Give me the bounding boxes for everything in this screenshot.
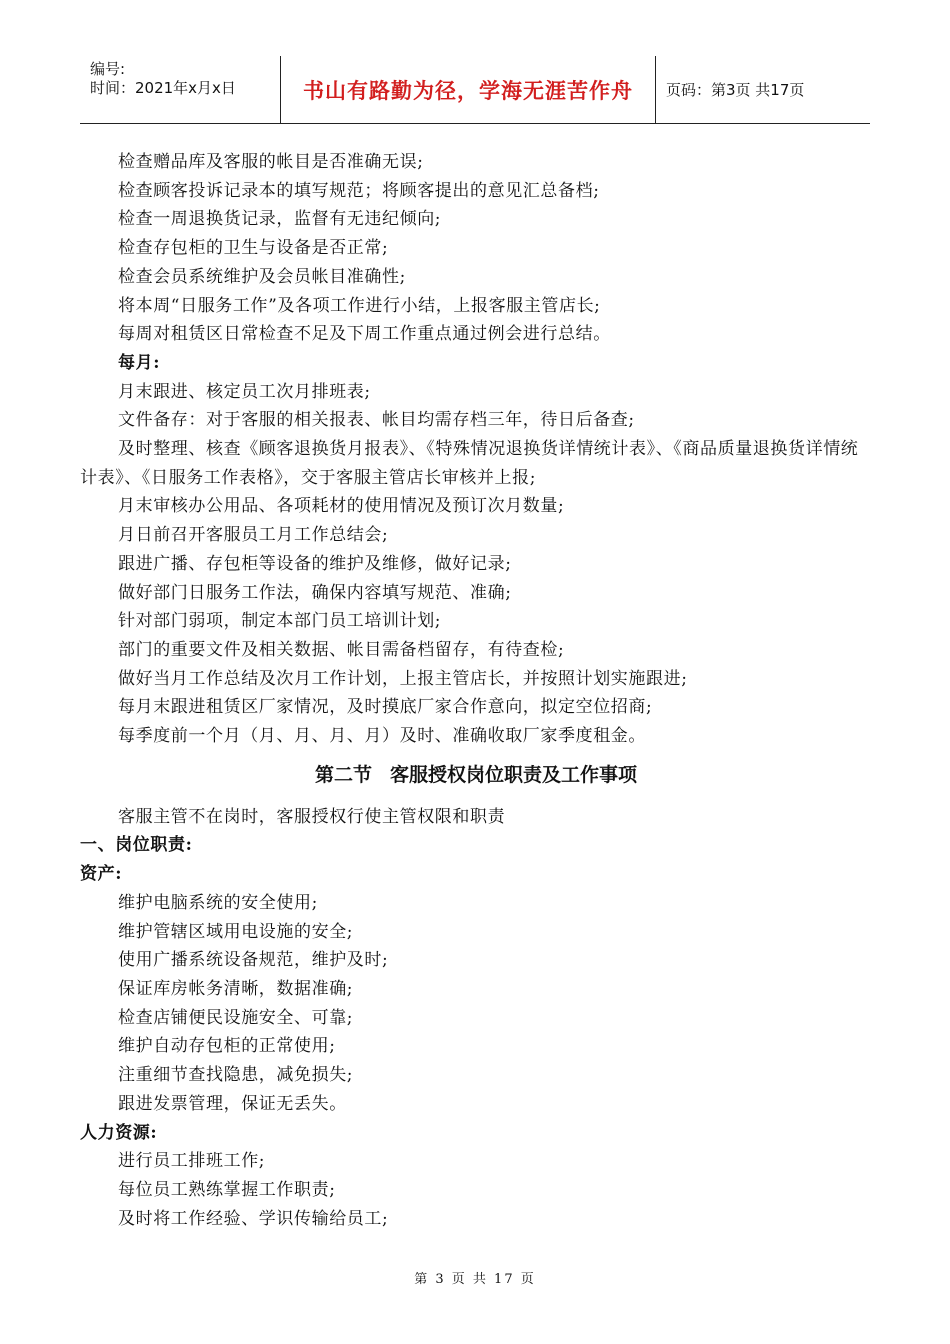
paragraph: 使用广播系统设备规范，维护及时; [118,950,389,971]
paragraph: 检查顾客投诉记录本的填写规范；将顾客提出的意见汇总备档; [118,180,600,201]
duties-heading: 一、岗位职责: [80,835,193,856]
paragraph: 每位员工熟练掌握工作职责; [118,1179,336,1200]
page-header [80,56,870,124]
paragraph: 做好部门日服务工作法，确保内容填写规范、准确; [118,582,512,603]
hr-heading: 人力资源: [80,1122,158,1143]
paragraph: 及时将工作经验、学识传输给员工; [118,1208,389,1229]
paragraph: 检查赠品库及客服的帐目是否准确无误; [118,152,424,172]
paragraph: 维护自动存包柜的正常使用; [118,1036,336,1057]
paragraph: 月末审核办公用品、各项耗材的使用情况及预订次月数量; [118,496,565,517]
paragraph: 及时整理、核查《顾客退换货月报表》、《特殊情况退换货详情统计表》、《商品质量退换货详情统计表》、《日服务工作表格》，交于客服主管店长审核并上报; [80,439,859,488]
paragraph: 文件备存：对于客服的相关报表、帐目均需存档三年，待日后备查; [118,410,635,431]
paragraph: 跟进发票管理，保证无丢失。 [118,1093,347,1114]
paragraph: 做好当月工作总结及次月工作计划，上报主管店长，并按照计划实施跟进; [118,668,688,689]
monthly-heading: 每月: [118,352,161,373]
section-heading [80,761,872,789]
header-meta [80,56,281,123]
paragraph: 维护管辖区域用电设施的安全; [118,921,354,942]
assets-heading: 资产: [80,864,123,885]
paragraph: 跟进广播、存包柜等设备的维护及维修，做好记录; [118,553,512,574]
paragraph: 检查存包柜的卫生与设备是否正常; [118,238,389,259]
paragraph: 检查一周退换货记录，监督有无违纪倾向; [118,209,442,230]
paragraph: 注重细节查找隐患，减免损失; [118,1065,354,1086]
paragraph: 月末跟进、核定员工次月排班表; [118,381,371,402]
paragraph: 检查会员系统维护及会员帐目准确性; [118,266,406,287]
paragraph: 部门的重要文件及相关数据、帐目需备档留存，有待查检; [118,639,565,660]
paragraph: 月日前召开客服员工月工作总结会; [118,525,389,546]
paragraph: 每周对租赁区日常检查不足及下周工作重点通过例会进行总结。 [118,324,611,345]
paragraph: 进行员工排班工作; [118,1151,266,1172]
header-motto: 书山有路勤为径，学海无涯苦作舟 [281,56,656,123]
paragraph: 保证库房帐务清晰，数据准确; [118,978,354,999]
paragraph: 维护电脑系统的安全使用; [118,892,318,913]
section-title: 客服授权岗位职责及工作事项 [390,763,638,786]
page-footer: 第 3 页 共 17 页 [414,1272,536,1287]
header-page-info: 页码：第3页 共17页 [666,81,805,99]
document-time-label: 时间：2021年x月x日 [90,79,236,97]
paragraph: 针对部门弱项，制定本部门员工培训计划; [118,611,442,632]
section-intro: 客服主管不在岗时，客服授权行使主管权限和职责 [118,806,506,827]
section-number: 第二节 [314,763,372,786]
paragraph: 将本周“日服务工作”及各项工作进行小结，上报客服主管店长; [118,295,601,316]
document-body [80,148,872,1233]
paragraph: 检查店铺便民设施安全、可靠; [118,1007,354,1028]
paragraph: 每月末跟进租赁区厂家情况，及时摸底厂家合作意向，拟定空位招商; [118,697,653,718]
document-number-label: 编号: [90,60,126,78]
paragraph: 每季度前一个月（月、月、月、月）及时、准确收取厂家季度租金。 [118,726,646,747]
